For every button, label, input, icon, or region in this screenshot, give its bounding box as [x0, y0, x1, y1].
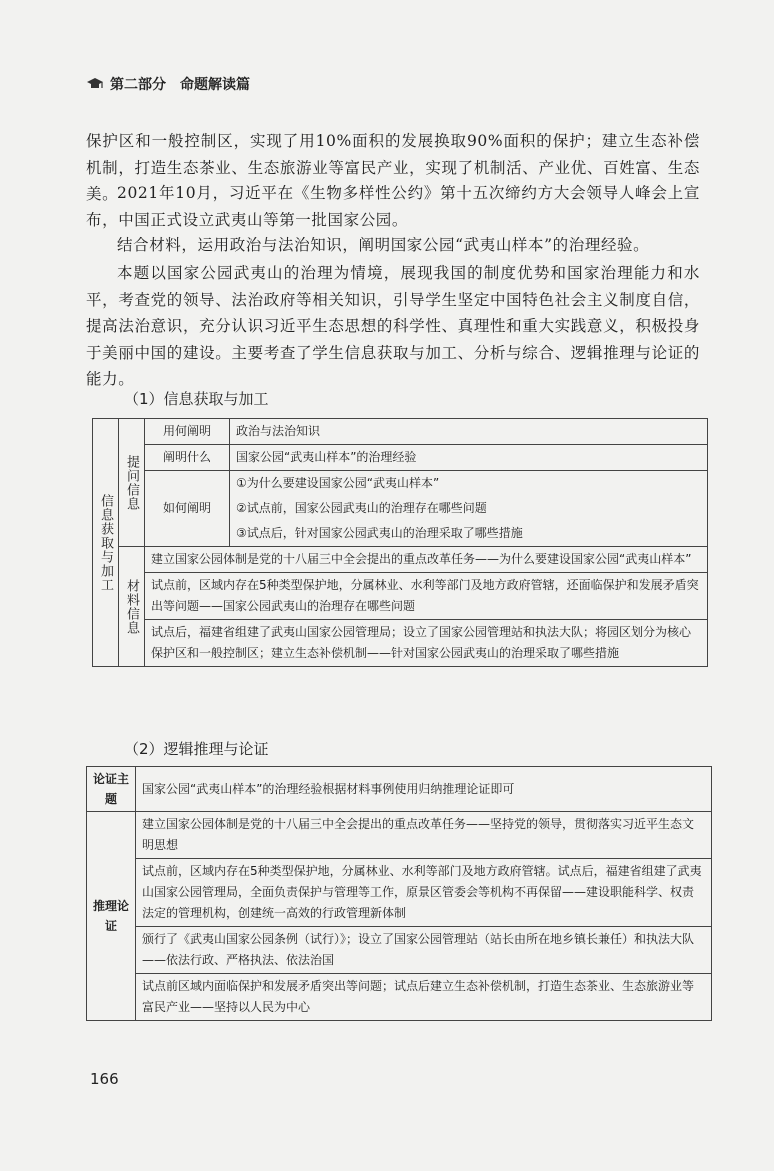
- argument-item: 颁行了《武夷山国家公园条例（试行）》；设立了国家公园管理站（站长由所在地乡镇长兼任）和执法大队——依法行政、严格执法、依法治国: [136, 927, 712, 974]
- howto-item: ②试点前，国家公园武夷山的治理存在哪些问题: [230, 496, 708, 521]
- paragraph-3: 结合材料，运用政治与法治知识，阐明国家公园“武夷山样本”的治理经验。: [117, 236, 650, 254]
- info-outer-label: 信息获取与加工: [93, 419, 119, 667]
- material-item: 试点后，福建省组建了武夷山国家公园管理局；设立了国家公园管理站和执法大队；将园区划分为核心保护区和一般控制区；建立生态补偿机制——针对国家公园武夷山的治理采取了哪些措施: [145, 620, 708, 667]
- question-info-label: 提问信息: [119, 419, 145, 547]
- howto-item: ①为什么要建设国家公园“武夷山样本”: [230, 471, 708, 497]
- argument-table: [86, 766, 712, 1021]
- argument-item: 试点前区域内面临保护和发展矛盾突出等问题；试点后建立生态补偿机制，打造生态茶业、生态旅游业等富民产业——坚持以人民为中心: [136, 974, 712, 1021]
- material-item: 建立国家公园体制是党的十八届三中全会提出的重点改革任务——为什么要建设国家公园“武夷山样本”: [145, 547, 708, 573]
- howto-label: 如何阐明: [145, 471, 230, 547]
- section-1-heading: （1）信息获取与加工: [124, 390, 269, 408]
- topic-label: 论证主题: [87, 767, 136, 812]
- page-header: [86, 74, 250, 94]
- row-key: 阐明什么: [145, 445, 230, 471]
- info-table: [92, 418, 708, 667]
- material-info-label: 材料信息: [119, 547, 145, 667]
- howto-item: ③试点后，针对国家公园武夷山的治理采取了哪些措施: [230, 521, 708, 547]
- row-key: 用何阐明: [145, 419, 230, 445]
- argument-item: 试点前，区域内存在5种类型保护地，分属林业、水利等部门及地方政府管辖。试点后，福建省组建了武夷山国家公园管理局，全面负责保护与管理等工作，原景区管委会等机构不再保留——建设职能科学、权责法定的管理机构，创建统一高效的行政管理新体制: [136, 859, 712, 927]
- graduation-cap-icon: [86, 77, 104, 91]
- paragraph-4: 本题以国家公园武夷山的治理为情境，展现我国的制度优势和国家治理能力和水平，考查党的领导、法治政府等相关知识，引导学生坚定中国特色社会主义制度自信，提高法治意识，充分认识习近平生态思想的科学性、真理性和重大实践意义，积极投身于美丽中国的建设。主要考查了学生信息获取与加工、分析与综合、逻辑推理与论证的能力。: [86, 264, 700, 388]
- paragraph-2: 2021年10月，习近平在《生物多样性公约》第十五次缔约方大会领导人峰会上宣布，中国正式设立武夷山等第一批国家公园。: [86, 184, 700, 229]
- argument-item: 建立国家公园体制是党的十八届三中全会提出的重点改革任务——坚持党的领导，贯彻落实习近平生态文明思想: [136, 812, 712, 859]
- paragraph-1: 保护区和一般控制区，实现了用10%面积的发展换取90%面积的保护；建立生态补偿机制，打造生态茶业、生态旅游业等富民产业，实现了机制活、产业优、百姓富、生态美。: [86, 132, 700, 203]
- section-2-heading: （2）逻辑推理与论证: [124, 740, 269, 758]
- row-value: 国家公园“武夷山样本”的治理经验: [230, 445, 708, 471]
- header-title: 第二部分 命题解读篇: [110, 77, 250, 93]
- argument-label: 推理论证: [87, 812, 136, 1021]
- material-item: 试点前，区域内存在5种类型保护地，分属林业、水利等部门及地方政府管辖，还面临保护和发展矛盾突出等问题——国家公园武夷山的治理存在哪些问题: [145, 573, 708, 620]
- row-value: 政治与法治知识: [230, 419, 708, 445]
- topic-text: 国家公园“武夷山样本”的治理经验根据材料事例使用归纳推理论证即可: [136, 767, 712, 812]
- page-number: 166: [90, 1070, 119, 1088]
